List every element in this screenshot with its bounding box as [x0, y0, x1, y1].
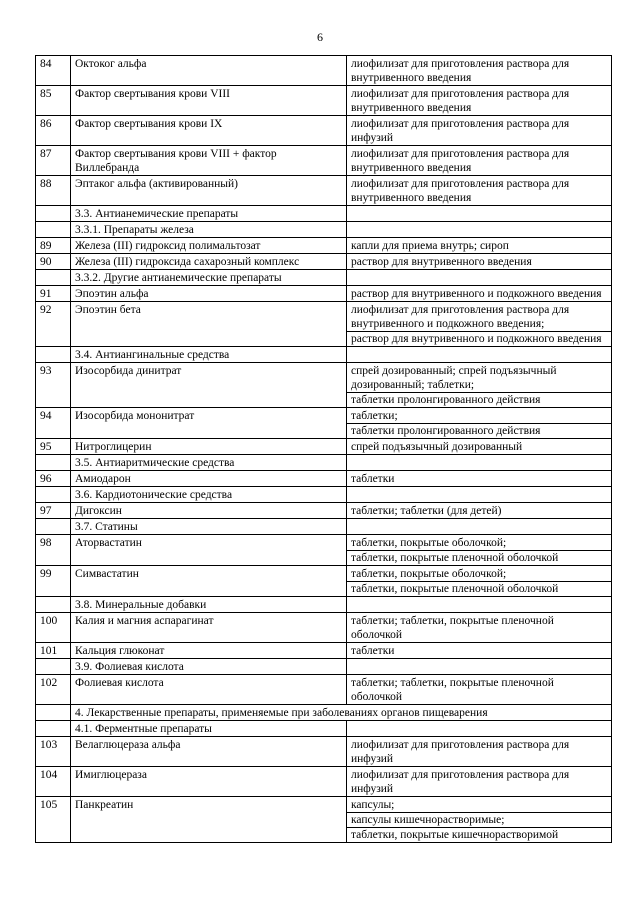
drug-name: Эпоэтин альфа [71, 286, 347, 302]
dosage-forms [347, 116, 612, 146]
item-number: 98 [36, 535, 71, 566]
section-number-cell [36, 721, 71, 737]
section-forms-cell [347, 659, 612, 675]
section-row [36, 347, 612, 363]
section-forms-cell [347, 222, 612, 238]
section-number-cell [36, 705, 71, 721]
dosage-forms [347, 643, 612, 659]
dosage-form: лиофилизат для приготовления раствора для внутривенного введения [351, 178, 570, 204]
table-row [36, 238, 612, 254]
drug-name: Железа (III) гидроксид полимальтозат [71, 238, 347, 254]
section-row [36, 659, 612, 675]
section-number-cell [36, 659, 71, 675]
page-number: 6 [317, 30, 323, 44]
section-forms-cell [347, 270, 612, 286]
section-number-cell [36, 270, 71, 286]
section-title: 3.3. Антианемические препараты [71, 206, 347, 222]
section-title: 3.5. Антиаритмические средства [71, 455, 347, 471]
drug-name: Нитроглицерин [71, 439, 347, 455]
item-number: 102 [36, 675, 71, 705]
table-row [36, 535, 612, 566]
item-number: 101 [36, 643, 71, 659]
item-number: 93 [36, 363, 71, 408]
dosage-forms [347, 176, 612, 206]
section-forms-cell [347, 206, 612, 222]
drug-name: Изосорбида мононитрат [71, 408, 347, 439]
item-number: 85 [36, 86, 71, 116]
dosage-form: таблетки [351, 473, 395, 485]
dosage-forms [347, 86, 612, 116]
section-title: 3.7. Статины [71, 519, 347, 535]
drug-name: Октоког альфа [71, 56, 347, 86]
section-title: 3.3.1. Препараты железа [71, 222, 347, 238]
dosage-form: спрей дозированный; спрей подъязычный дозированный; таблетки; [351, 365, 557, 391]
dosage-forms [347, 363, 612, 408]
drug-name: Фолиевая кислота [71, 675, 347, 705]
table-row [36, 286, 612, 302]
section-row [36, 705, 612, 721]
section-number-cell [36, 455, 71, 471]
dosage-form: капсулы кишечнорастворимые; [347, 812, 611, 827]
table-row [36, 86, 612, 116]
drug-name: Изосорбида динитрат [71, 363, 347, 408]
section-forms-cell [347, 519, 612, 535]
section-number-cell [36, 597, 71, 613]
section-row [36, 519, 612, 535]
dosage-form: раствор для внутривенного и подкожного введения [351, 288, 602, 300]
table-row [36, 363, 612, 408]
section-number-cell [36, 487, 71, 503]
section-row [36, 721, 612, 737]
section-row [36, 222, 612, 238]
dosage-form: таблетки [351, 645, 395, 657]
section-number-cell [36, 519, 71, 535]
section-row [36, 455, 612, 471]
table-row [36, 116, 612, 146]
dosage-form: таблетки пролонгированного действия [347, 392, 611, 407]
drug-name: Фактор свертывания крови IX [71, 116, 347, 146]
dosage-forms [347, 408, 612, 439]
table-row [36, 146, 612, 176]
item-number: 86 [36, 116, 71, 146]
dosage-form: лиофилизат для приготовления раствора для внутривенного введения [351, 148, 570, 174]
drug-name: Велаглюцераза альфа [71, 737, 347, 767]
dosage-forms [347, 566, 612, 597]
drug-name: Симвастатин [71, 566, 347, 597]
section-title: 3.8. Минеральные добавки [71, 597, 347, 613]
dosage-forms [347, 286, 612, 302]
table-row [36, 613, 612, 643]
table-row [36, 675, 612, 705]
table-row [36, 176, 612, 206]
dosage-forms [347, 254, 612, 270]
drug-name: Имиглюцераза [71, 767, 347, 797]
drug-name: Аторвастатин [71, 535, 347, 566]
section-title: 4. Лекарственные препараты, применяемые при заболеваниях органов пищеварения [71, 705, 612, 721]
drug-name: Железа (III) гидроксида сахарозный комплекс [71, 254, 347, 270]
section-row [36, 206, 612, 222]
table-row [36, 408, 612, 439]
drug-list-table [35, 55, 612, 843]
dosage-form: лиофилизат для приготовления раствора для инфузий [351, 739, 570, 765]
drug-name: Калия и магния аспарагинат [71, 613, 347, 643]
item-number: 92 [36, 302, 71, 347]
dosage-forms [347, 302, 612, 347]
section-title: 3.4. Антиангинальные средства [71, 347, 347, 363]
dosage-forms [347, 471, 612, 487]
dosage-forms [347, 535, 612, 566]
item-number: 91 [36, 286, 71, 302]
item-number: 97 [36, 503, 71, 519]
section-number-cell [36, 222, 71, 238]
dosage-form: таблетки, покрытые пленочной оболочкой [347, 581, 611, 596]
dosage-form: лиофилизат для приготовления раствора для инфузий [351, 118, 570, 144]
dosage-forms [347, 146, 612, 176]
dosage-forms [347, 56, 612, 86]
table-row [36, 302, 612, 347]
dosage-form: спрей подъязычный дозированный [351, 441, 523, 453]
item-number: 104 [36, 767, 71, 797]
item-number: 95 [36, 439, 71, 455]
table-row [36, 503, 612, 519]
drug-name: Кальция глюконат [71, 643, 347, 659]
dosage-form: таблетки; таблетки, покрытые пленочной оболочкой [351, 615, 554, 641]
table-row [36, 566, 612, 597]
dosage-forms [347, 767, 612, 797]
table-row [36, 56, 612, 86]
dosage-form: раствор для внутривенного введения [351, 256, 532, 268]
item-number: 94 [36, 408, 71, 439]
dosage-forms [347, 503, 612, 519]
dosage-forms [347, 737, 612, 767]
dosage-forms [347, 797, 612, 843]
table-row [36, 797, 612, 843]
section-forms-cell [347, 455, 612, 471]
section-row [36, 270, 612, 286]
drug-name: Фактор свертывания крови VIII [71, 86, 347, 116]
item-number: 99 [36, 566, 71, 597]
item-number: 96 [36, 471, 71, 487]
section-title: 3.9. Фолиевая кислота [71, 659, 347, 675]
section-number-cell [36, 347, 71, 363]
table-row [36, 767, 612, 797]
item-number: 100 [36, 613, 71, 643]
dosage-form: раствор для внутривенного и подкожного введения [347, 331, 611, 346]
dosage-form: лиофилизат для приготовления раствора для внутривенного введения [351, 58, 570, 84]
drug-name: Фактор свертывания крови VIII + фактор Виллебранда [71, 146, 347, 176]
section-row [36, 487, 612, 503]
drug-name: Амиодарон [71, 471, 347, 487]
dosage-form: таблетки, покрытые пленочной оболочкой [347, 550, 611, 565]
dosage-forms [347, 675, 612, 705]
section-forms-cell [347, 721, 612, 737]
item-number: 90 [36, 254, 71, 270]
dosage-form: капсулы; [351, 799, 395, 811]
dosage-forms [347, 613, 612, 643]
section-title: 3.6. Кардиотонические средства [71, 487, 347, 503]
table-row [36, 737, 612, 767]
item-number: 84 [36, 56, 71, 86]
drug-name: Эпоэтин бета [71, 302, 347, 347]
table-row [36, 439, 612, 455]
item-number: 87 [36, 146, 71, 176]
section-forms-cell [347, 347, 612, 363]
table-row [36, 643, 612, 659]
section-title: 4.1. Ферментные препараты [71, 721, 347, 737]
item-number: 105 [36, 797, 71, 843]
table-row [36, 471, 612, 487]
dosage-form: таблетки, покрытые оболочкой; [351, 537, 507, 549]
table-row [36, 254, 612, 270]
dosage-forms [347, 238, 612, 254]
dosage-form: таблетки; [351, 410, 398, 422]
section-number-cell [36, 206, 71, 222]
dosage-form: таблетки; таблетки, покрытые пленочной оболочкой [351, 677, 554, 703]
drug-name: Эптаког альфа (активированный) [71, 176, 347, 206]
dosage-form: таблетки; таблетки (для детей) [351, 505, 502, 517]
section-row [36, 597, 612, 613]
section-title: 3.3.2. Другие антианемические препараты [71, 270, 347, 286]
drug-name: Дигоксин [71, 503, 347, 519]
section-forms-cell [347, 597, 612, 613]
dosage-form: капли для приема внутрь; сироп [351, 240, 509, 252]
dosage-form: таблетки, покрытые кишечнорастворимой [347, 827, 611, 842]
dosage-form: таблетки пролонгированного действия [347, 423, 611, 438]
section-forms-cell [347, 487, 612, 503]
dosage-form: лиофилизат для приготовления раствора для внутривенного введения [351, 88, 570, 114]
drug-name: Панкреатин [71, 797, 347, 843]
dosage-form: таблетки, покрытые оболочкой; [351, 568, 507, 580]
item-number: 89 [36, 238, 71, 254]
item-number: 103 [36, 737, 71, 767]
dosage-form: лиофилизат для приготовления раствора для инфузий [351, 769, 570, 795]
dosage-form: лиофилизат для приготовления раствора для внутривенного и подкожного введения; [351, 304, 570, 330]
item-number: 88 [36, 176, 71, 206]
dosage-forms [347, 439, 612, 455]
